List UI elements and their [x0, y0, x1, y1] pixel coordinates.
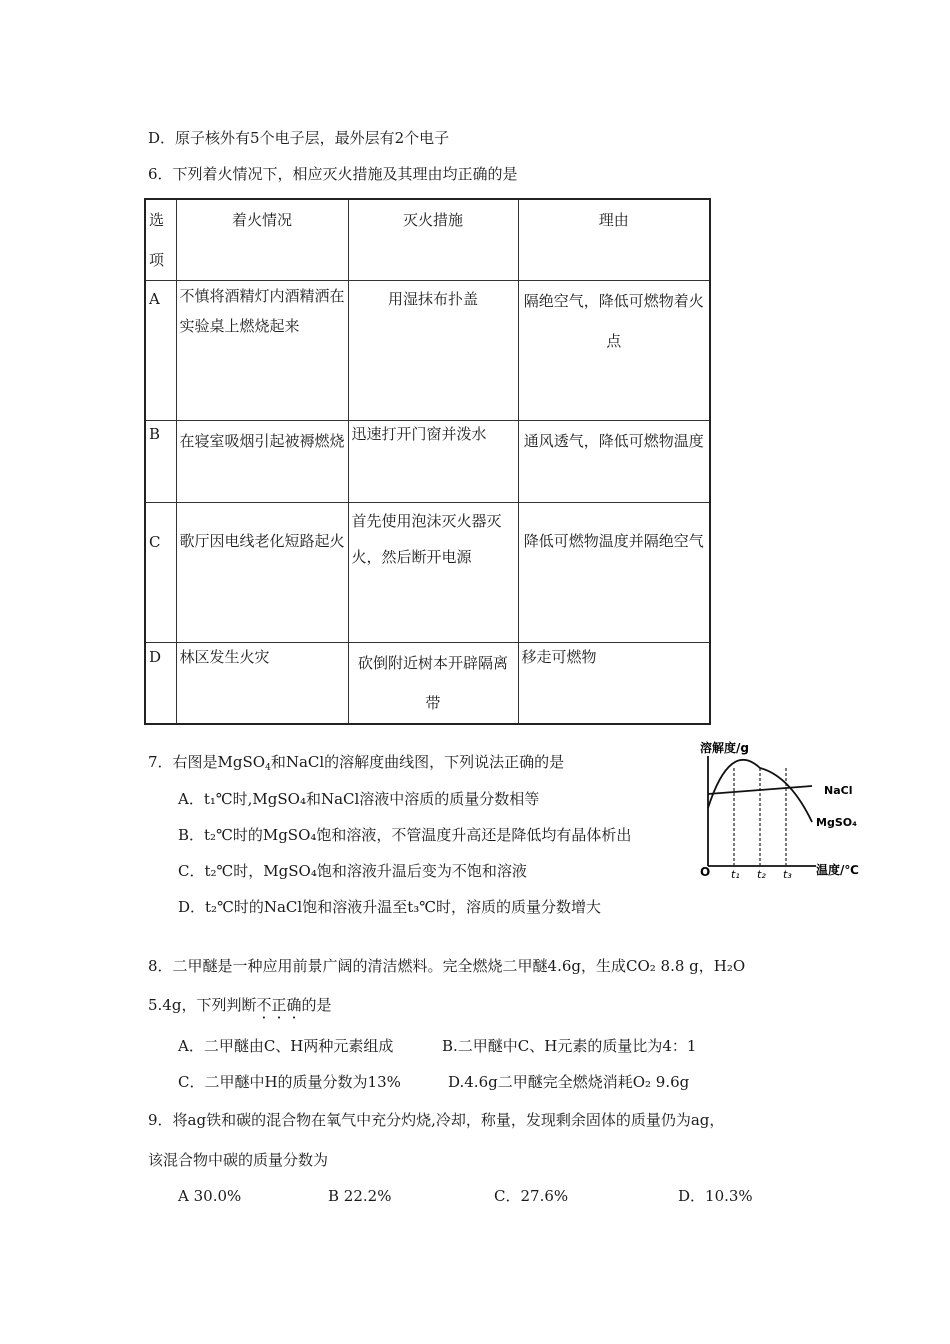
- header-measure: 灭火措施: [348, 199, 518, 281]
- x-tick-label: t₂: [757, 868, 766, 881]
- q8-option-b: B.二甲醚中C、H元素的质量比为4：1: [442, 1037, 697, 1055]
- q7-option-b: B．t₂℃时的MgSO₄饱和溶液，不管温度升高还是降低均有晶体析出: [178, 826, 632, 844]
- row-a-reason: 隔绝空气，降低可燃物着火点: [518, 281, 710, 421]
- row-a-option: A: [145, 281, 176, 421]
- q9-option-d: D．10.3%: [678, 1187, 753, 1205]
- header-option: 选项: [145, 199, 176, 281]
- chart-xlabel: 温度/℃: [816, 863, 859, 877]
- mgso4-series-label: MgSO₄: [816, 816, 857, 829]
- q7-option-a: A．t₁℃时,MgSO₄和NaCl溶液中溶质的质量分数相等: [178, 790, 540, 808]
- row-c-option: C: [145, 503, 176, 643]
- header-reason: 理由: [518, 199, 710, 281]
- q8-stem-part-b: 的是: [301, 996, 332, 1014]
- q9-option-b: B 22.2%: [328, 1187, 392, 1205]
- row-b-reason: 通风透气，降低可燃物温度: [518, 421, 710, 503]
- table-row: [145, 421, 710, 503]
- row-b-situation: 在寝室吸烟引起被褥燃烧: [176, 421, 348, 503]
- q8-option-d: D.4.6g二甲醚完全燃烧消耗O₂ 9.6g: [448, 1073, 690, 1091]
- row-d-reason: 移走可燃物: [518, 643, 710, 725]
- origin-label: O: [700, 865, 711, 879]
- row-b-option: B: [145, 421, 176, 503]
- q9-option-c: C．27.6%: [494, 1187, 569, 1205]
- row-c-situation: 歌厅因电线老化短路起火: [176, 503, 348, 643]
- table-row: [145, 643, 710, 725]
- q8-stem-line2: [148, 995, 332, 1015]
- chart-ylabel: 溶解度/g: [700, 741, 749, 755]
- emphasis-char: 不: [256, 996, 272, 1014]
- q7-option-c: C．t₂℃时，MgSO₄饱和溶液升温后变为不饱和溶液: [178, 862, 527, 880]
- q7-stem-subscript: 4: [265, 763, 271, 773]
- q8-option-c: C．二甲醚中H的质量分数为13%: [178, 1073, 401, 1091]
- row-b-measure: 迅速打开门窗并泼水: [348, 421, 518, 503]
- q6-stem: 6．下列着火情况下，相应灭火措施及其理由均正确的是: [148, 165, 518, 183]
- solubility-chart: [694, 738, 864, 882]
- row-d-option: D: [145, 643, 176, 725]
- emphasis-char: 确: [286, 996, 302, 1014]
- q8-stem-line1: 8．二甲醚是一种应用前景广阔的清洁燃料。完全燃烧二甲醚4.6g，生成CO₂ 8.8 g，H₂O: [148, 957, 746, 975]
- fire-table: [144, 198, 711, 725]
- emphasis-char: 正: [271, 996, 287, 1014]
- q9-stem-line2: 该混合物中碳的质量分数为: [148, 1151, 329, 1169]
- nacl-curve: [708, 786, 812, 794]
- q7-stem: [148, 752, 564, 772]
- q7-stem-part-b: 和NaCl的溶解度曲线图，下列说法正确的是: [270, 753, 565, 771]
- x-tick-label: t₃: [783, 868, 792, 881]
- q7-option-d: D．t₂℃时的NaCl饱和溶液升温至t₃℃时，溶质的质量分数增大: [178, 898, 602, 916]
- q8-stem-part-a: 5.4g，下列判断: [148, 996, 257, 1014]
- row-c-measure: 首先使用泡沫灭火器灭火，然后断开电源: [348, 503, 518, 643]
- row-d-situation: 林区发生火灾: [176, 643, 348, 725]
- header-situation: 着火情况: [176, 199, 348, 281]
- q9-option-a: A 30.0%: [178, 1187, 242, 1205]
- row-a-situation: 不慎将酒精灯内酒精洒在实验桌上燃烧起来: [176, 281, 348, 421]
- table-row: [145, 281, 710, 421]
- q9-stem-line1: 9．将ag铁和碳的混合物在氧气中充分灼烧,冷却，称量，发现剩余固体的质量仍为ag，: [148, 1111, 725, 1129]
- q7-stem-part-a: 7．右图是MgSO: [148, 753, 266, 771]
- row-d-measure: 砍倒附近树本开辟隔离带: [348, 643, 518, 725]
- x-tick-label: t₁: [731, 868, 740, 881]
- nacl-series-label: NaCl: [824, 784, 853, 797]
- q5-option-d: D．原子核外有5个电子层，最外层有2个电子: [148, 129, 450, 147]
- row-a-measure: 用湿抹布扑盖: [348, 281, 518, 421]
- table-row: [145, 503, 710, 643]
- row-c-reason: 降低可燃物温度并隔绝空气: [518, 503, 710, 643]
- q8-option-a: A．二甲醚由C、H两种元素组成: [178, 1037, 394, 1055]
- table-header-row: [145, 199, 710, 281]
